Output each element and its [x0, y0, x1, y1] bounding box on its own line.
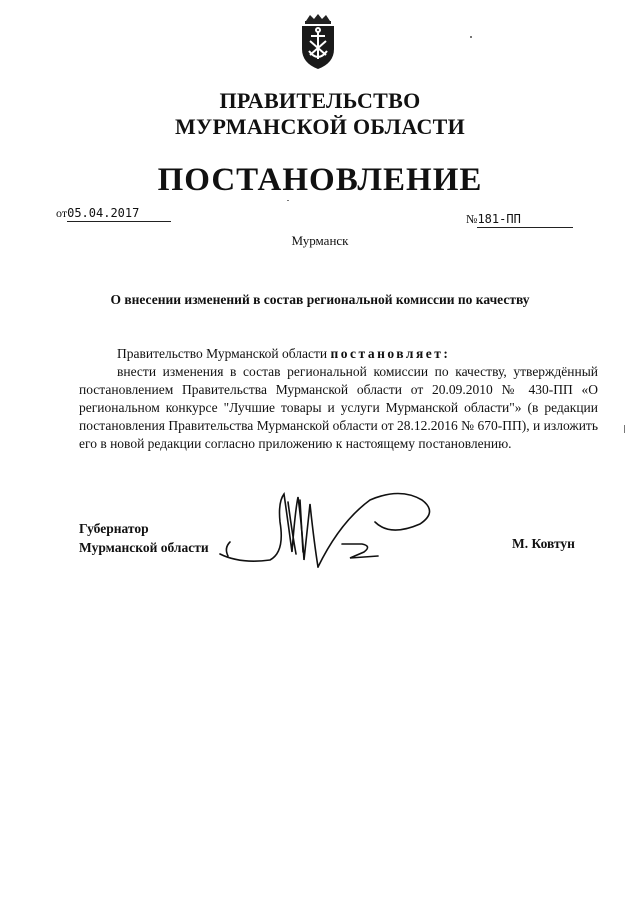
position-line2: Мурманской области [79, 540, 209, 555]
date-prefix: от [56, 206, 68, 220]
government-title-line1: ПРАВИТЕЛЬСТВО [219, 88, 421, 113]
intro-text: Правительство Мурманской области [117, 346, 328, 361]
signatory-name: М. Ковтун [512, 536, 575, 551]
date-field [56, 206, 171, 222]
position-line1: Губернатор [79, 521, 149, 536]
resolves-word: постановляет: [330, 346, 451, 361]
scan-speck [287, 200, 289, 201]
date-value: 05.04.2017 [67, 206, 171, 222]
main-paragraph: внести изменения в состав региональной комиссии по качеству, утверждённый постановлением Правительства Мурманской области от 20.09.2010 № 430-ПП «О региональном конкурсе "Лучшие товары и услуги Мурманской области"» (в редакции постановления Правительства Мурманской области от 28.12.2016 № 670-ПП), и изложить его в новой редакции согласно приложению к настоящему постановлению. [79, 364, 598, 451]
document-type-heading: ПОСТАНОВЛЕНИЕ [157, 162, 483, 198]
resolution-body [79, 345, 598, 453]
government-title-line2: МУРМАНСКОЙ ОБЛАСТИ [174, 114, 466, 139]
scan-speck [624, 425, 625, 433]
scan-speck [470, 36, 472, 38]
handwritten-signature-icon [200, 482, 450, 582]
number-field [466, 212, 573, 228]
intro-line [79, 345, 598, 363]
number-value: 181-ПП [477, 212, 573, 228]
city-label: Мурманск [291, 233, 349, 248]
signatory-position [79, 519, 209, 557]
number-prefix: № [466, 212, 478, 226]
coat-of-arms-icon [296, 13, 340, 71]
resolution-subject: О внесении изменений в состав региональной комиссии по качеству [110, 292, 530, 307]
